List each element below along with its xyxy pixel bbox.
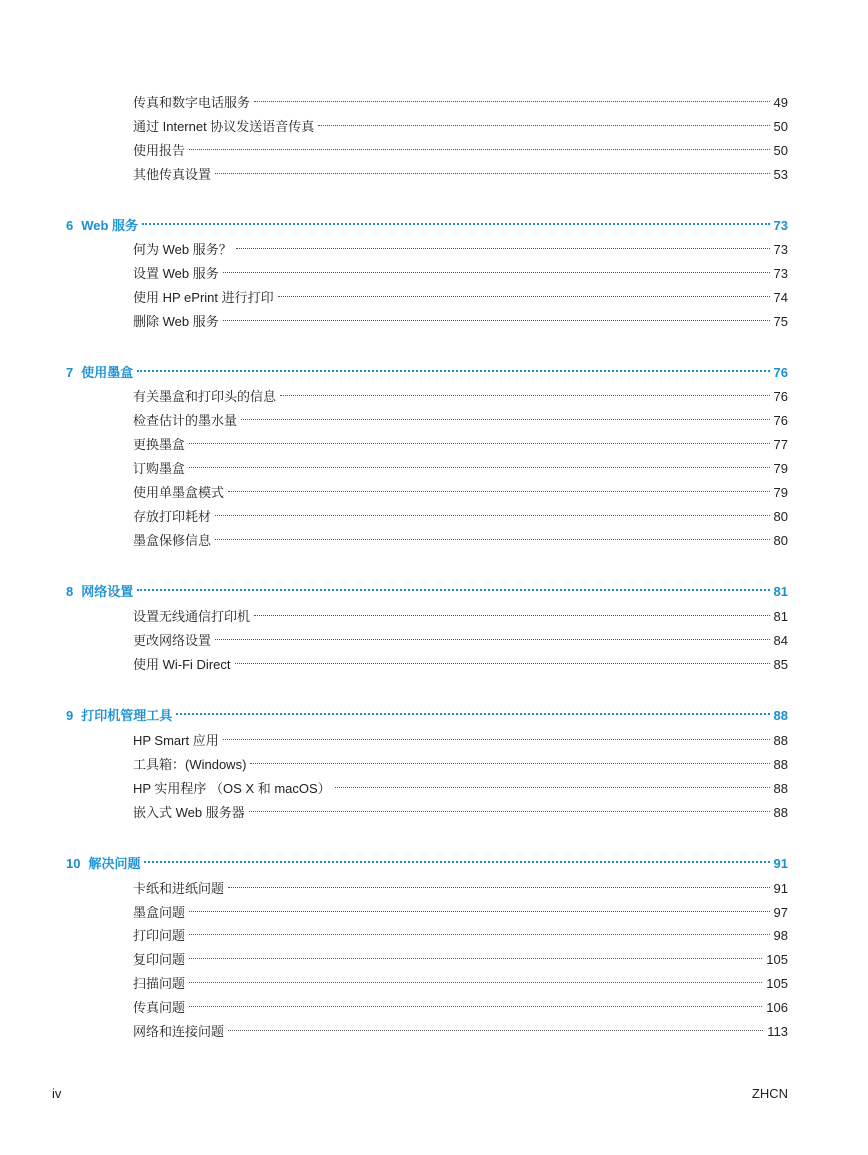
page-number: 91	[773, 856, 788, 871]
entry-title: 传真问题	[133, 1000, 186, 1015]
entry-title: HP Smart 应用	[133, 733, 219, 748]
toc-entry[interactable]	[133, 306, 788, 329]
page-number: 80	[773, 509, 788, 524]
chapter-number: 10	[66, 856, 81, 871]
toc-entry[interactable]	[133, 1016, 788, 1039]
chapter-number: 9	[66, 708, 74, 723]
toc-entry[interactable]	[133, 625, 788, 648]
dot-leader	[189, 429, 770, 449]
page-number: 79	[773, 461, 788, 476]
page-number: 76	[773, 413, 788, 428]
page-number: 73	[773, 218, 788, 233]
entry-title: 有关墨盒和打印头的信息	[133, 389, 277, 404]
entry-title: 使用 Wi-Fi Direct	[133, 657, 231, 672]
entry-title: 传真和数字电话服务	[133, 95, 251, 110]
toc-entry[interactable]	[133, 381, 788, 404]
chapter-title: 解决问题	[88, 856, 141, 871]
dot-leader	[235, 649, 770, 669]
page-number: 76	[773, 365, 788, 380]
dot-leader	[278, 282, 770, 302]
page-number: 105	[766, 976, 788, 991]
dot-leader	[335, 773, 770, 793]
toc-entry[interactable]	[133, 159, 788, 182]
toc-entry[interactable]	[133, 992, 788, 1015]
toc-entry[interactable]	[133, 525, 788, 548]
toc-entry[interactable]	[133, 601, 788, 624]
page-number: 49	[773, 95, 788, 110]
dot-leader	[215, 625, 770, 645]
toc-entry[interactable]	[133, 968, 788, 991]
entry-title: 扫描问题	[133, 976, 186, 991]
dot-leader	[318, 111, 769, 131]
toc-entry[interactable]	[133, 897, 788, 920]
page-number: 113	[767, 1024, 788, 1039]
dot-leader	[249, 797, 770, 817]
entry-title: 卡纸和进纸问题	[133, 881, 225, 896]
toc-entry[interactable]	[133, 453, 788, 476]
dot-leader	[228, 873, 770, 893]
page-number: 81	[773, 584, 788, 599]
toc-chapter-entry[interactable]	[66, 700, 788, 723]
dot-leader	[189, 968, 762, 988]
chapter-number: 6	[66, 218, 74, 233]
page-number: 73	[773, 266, 788, 281]
page-number: 50	[773, 119, 788, 134]
toc-chapter-entry[interactable]	[66, 576, 788, 599]
dot-leader	[215, 501, 770, 521]
dot-leader	[215, 525, 770, 545]
entry-title: HP 实用程序 （OS X 和 macOS）	[133, 781, 331, 796]
page-number: 77	[773, 437, 788, 452]
toc-entry[interactable]	[133, 501, 788, 524]
entry-title: 网络和连接问题	[133, 1024, 225, 1039]
toc-entry[interactable]	[133, 258, 788, 281]
dot-leader	[189, 992, 762, 1012]
toc-entry[interactable]	[133, 725, 788, 748]
entry-title: 删除 Web 服务	[133, 314, 219, 329]
dot-leader	[228, 1016, 763, 1036]
entry-title: 使用报告	[133, 143, 186, 158]
chapter-number: 8	[66, 584, 74, 599]
entry-title: 何为 Web 服务？	[133, 242, 232, 257]
entry-title: 存放打印耗材	[133, 509, 212, 524]
dot-leader	[280, 381, 770, 401]
dot-leader	[137, 357, 769, 377]
page-number: 88	[773, 708, 788, 723]
toc-entry[interactable]	[133, 773, 788, 796]
page-number: 88	[773, 805, 788, 820]
dot-leader	[189, 920, 770, 940]
entry-title: 墨盒问题	[133, 905, 186, 920]
entry-title: 工具箱：(Windows)	[133, 757, 247, 772]
page-number: 79	[773, 485, 788, 500]
dot-leader	[241, 405, 770, 425]
toc-entry[interactable]	[133, 749, 788, 772]
entry-title: 更换墨盒	[133, 437, 186, 452]
entry-title: 检查估计的墨水量	[133, 413, 238, 428]
page-number: 80	[773, 533, 788, 548]
toc-chapter-entry[interactable]	[66, 210, 788, 233]
page-number: 88	[773, 781, 788, 796]
dot-leader	[189, 135, 770, 155]
entry-title: 嵌入式 Web 服务器	[133, 805, 245, 820]
dot-leader	[228, 477, 770, 497]
page-number: 81	[773, 609, 788, 624]
page-number: 91	[773, 881, 788, 896]
toc-entry[interactable]	[133, 282, 788, 305]
toc-entry[interactable]	[133, 429, 788, 452]
chapter-title: 网络设置	[81, 584, 134, 599]
entry-title: 使用单墨盒模式	[133, 485, 225, 500]
toc-entry[interactable]	[133, 797, 788, 820]
toc-entry[interactable]	[133, 649, 788, 672]
page-number: 74	[773, 290, 788, 305]
chapter-title: 打印机管理工具	[81, 708, 173, 723]
toc-chapter-entry[interactable]	[66, 848, 788, 871]
dot-leader	[189, 897, 770, 917]
dot-leader	[142, 210, 769, 230]
entry-title: 通过 Internet 协议发送语音传真	[133, 119, 315, 134]
page-number: 98	[773, 928, 788, 943]
page-number: 53	[773, 167, 788, 182]
toc-entry[interactable]	[133, 87, 788, 110]
page-number: 84	[773, 633, 788, 648]
dot-leader	[254, 87, 770, 107]
toc-entry[interactable]	[133, 111, 788, 134]
dot-leader	[176, 700, 769, 720]
toc-entry[interactable]	[133, 873, 788, 896]
entry-title: 设置 Web 服务	[133, 266, 219, 281]
toc-entry[interactable]	[133, 920, 788, 943]
page-number: 97	[773, 905, 788, 920]
dot-leader	[189, 453, 770, 473]
chapter-title: Web 服务	[81, 218, 139, 233]
page-number: 76	[773, 389, 788, 404]
dot-leader	[137, 576, 769, 596]
page-number: 75	[773, 314, 788, 329]
entry-title: 打印问题	[133, 928, 186, 943]
dot-leader	[223, 258, 770, 278]
page-number: 88	[773, 733, 788, 748]
toc-entry[interactable]	[133, 477, 788, 500]
dot-leader	[144, 848, 769, 868]
toc-entry[interactable]	[133, 135, 788, 158]
dot-leader	[215, 159, 770, 179]
dot-leader	[223, 725, 770, 745]
toc-entry[interactable]	[133, 405, 788, 428]
page-number: 106	[766, 1000, 788, 1015]
toc-entry[interactable]	[133, 944, 788, 967]
dot-leader	[236, 234, 770, 254]
chapter-title: 使用墨盒	[81, 365, 134, 380]
entry-title: 设置无线通信打印机	[133, 609, 251, 624]
entry-title: 其他传真设置	[133, 167, 212, 182]
entry-title: 更改网络设置	[133, 633, 212, 648]
page-number: 73	[773, 242, 788, 257]
entry-title: 订购墨盒	[133, 461, 186, 476]
footer-page-number: iv	[52, 1086, 62, 1101]
page-number: 88	[773, 757, 788, 772]
page-number: 85	[773, 657, 788, 672]
dot-leader	[250, 749, 769, 769]
entry-title: 使用 HP ePrint 进行打印	[133, 290, 274, 305]
toc-chapter-entry[interactable]	[66, 357, 788, 380]
chapter-number: 7	[66, 365, 74, 380]
footer-language-code: ZHCN	[751, 1086, 788, 1101]
toc-entry[interactable]	[133, 234, 788, 257]
page-number: 50	[773, 143, 788, 158]
dot-leader	[189, 944, 762, 964]
entry-title: 复印问题	[133, 952, 186, 967]
page-number: 105	[766, 952, 788, 967]
entry-title: 墨盒保修信息	[133, 533, 212, 548]
dot-leader	[254, 601, 770, 621]
dot-leader	[223, 306, 770, 326]
